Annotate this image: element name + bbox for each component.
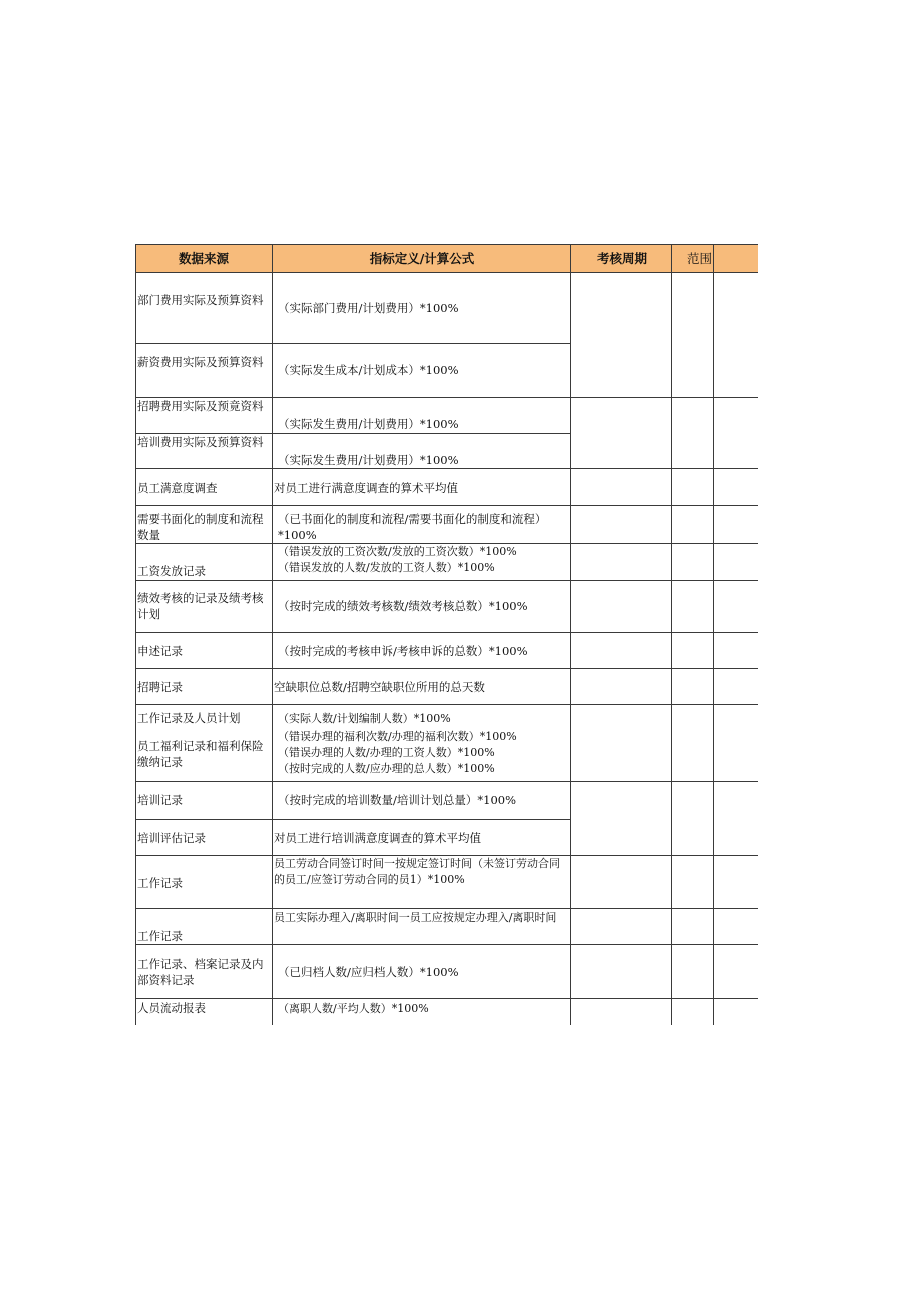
- grid-line: [135, 505, 758, 506]
- header-definition: 指标定义/计算公式: [369, 251, 475, 266]
- row-3-source: 招聘费用实际及预竟资料: [137, 399, 264, 413]
- row-5-source: 员工满意度调查: [137, 481, 218, 495]
- grid-line: [135, 244, 758, 245]
- grid-line: [135, 781, 758, 782]
- row-9-definition: （按时完成的考核申诉/考核申诉的总数）*100%: [278, 644, 528, 658]
- row-4-source: 培训费用实际及预算资料: [137, 435, 264, 449]
- row-10-source: 招聘记录: [137, 680, 183, 694]
- row-15-source: 工作记录: [137, 876, 183, 890]
- row-16-definition: 员工实际办理入/离职时间一员工应按规定办理入/离职时间: [274, 911, 557, 924]
- row-13-definition: （按时完成的培训数量/培训计划总量）*100%: [278, 793, 516, 807]
- table-header: [136, 244, 758, 272]
- row-8-definition: （按时完成的绩效考核数/绩效考核总数）*100%: [278, 599, 528, 613]
- row-4-definition: （实际发生费用/计划费用）*100%: [278, 453, 459, 467]
- row-8-source: 绩效考核的记录及绩考核计划: [137, 591, 264, 621]
- row-12-source: 员工福利记录和福利保险缴纳记录: [137, 739, 264, 769]
- row-1-source: 部门费用实际及预算资料: [137, 293, 264, 307]
- row-9-source: 申述记录: [137, 644, 183, 658]
- row-2-source: 薪资费用实际及预算资料: [137, 355, 264, 369]
- grid-line: [135, 944, 758, 945]
- row-15-definition: 员工劳动合同签订时间一按规定签订时间（未签订劳动合同的员工/应签订劳动合同的员1）*100%: [274, 857, 560, 886]
- grid-line: [135, 668, 758, 669]
- row-17-definition: （已归档人数/应归档人数）*100%: [278, 965, 459, 979]
- row-10-definition: 空缺职位总数/招聘空缺职位所用的总天数: [274, 680, 485, 694]
- row-11-definition: （实际人数/计划编制人数）*100%: [278, 712, 451, 725]
- row-7-definition: （错误发放的工资次数/发放的工资次数）*100% （错误发放的人数/发放的工资人数）*100%: [278, 545, 517, 574]
- grid-line: [135, 908, 758, 909]
- row-6-definition: （已书面化的制度和流程/需要书面化的制度和流程）*100%: [278, 512, 547, 542]
- row-7-source: 工资发放记录: [137, 564, 206, 578]
- row-13-source: 培训记录: [137, 793, 183, 807]
- row-14-definition: 对员工进行培训满意度调查的算术平均值: [274, 831, 481, 845]
- grid-line: [135, 632, 758, 633]
- row-18-definition: （离职人数/平均人数）*100%: [278, 1002, 429, 1015]
- row-16-source: 工作记录: [137, 929, 183, 943]
- row-5-definition: 对员工进行满意度调查的算术平均值: [274, 481, 458, 495]
- row-17-source: 工作记录、档案记录及内部资料记录: [137, 957, 264, 987]
- grid-line: [135, 272, 758, 273]
- header-range: 范围: [687, 251, 713, 266]
- header-period: 考核周期: [596, 251, 647, 266]
- row-6-source: 需要书面化的制度和流程数量: [137, 512, 264, 542]
- row-11-source: 工作记录及人员计划: [137, 711, 241, 725]
- header-data-source: 数据来源: [178, 251, 229, 266]
- grid-line: [135, 580, 758, 581]
- row-18-source: 人员流动报表: [137, 1001, 206, 1015]
- row-3-definition: （实际发生费用/计划费用）*100%: [278, 417, 459, 431]
- grid-line: [135, 819, 570, 820]
- row-1-definition: （实际部门费用/计划费用）*100%: [278, 301, 459, 315]
- grid-line: [135, 343, 570, 344]
- row-2-definition: （实际发生成本/计划成本）*100%: [278, 363, 459, 377]
- row-12-definition: （错误办理的福利次数/办理的福利次数）*100% （错误办理的人数/办理的工资人数）*100% （按时完成的人数/应办理的总人数）*100%: [278, 730, 517, 775]
- grid-line: [135, 468, 758, 469]
- grid-line: [135, 704, 758, 705]
- row-14-source: 培训评估记录: [137, 831, 206, 845]
- grid-line: [135, 998, 758, 999]
